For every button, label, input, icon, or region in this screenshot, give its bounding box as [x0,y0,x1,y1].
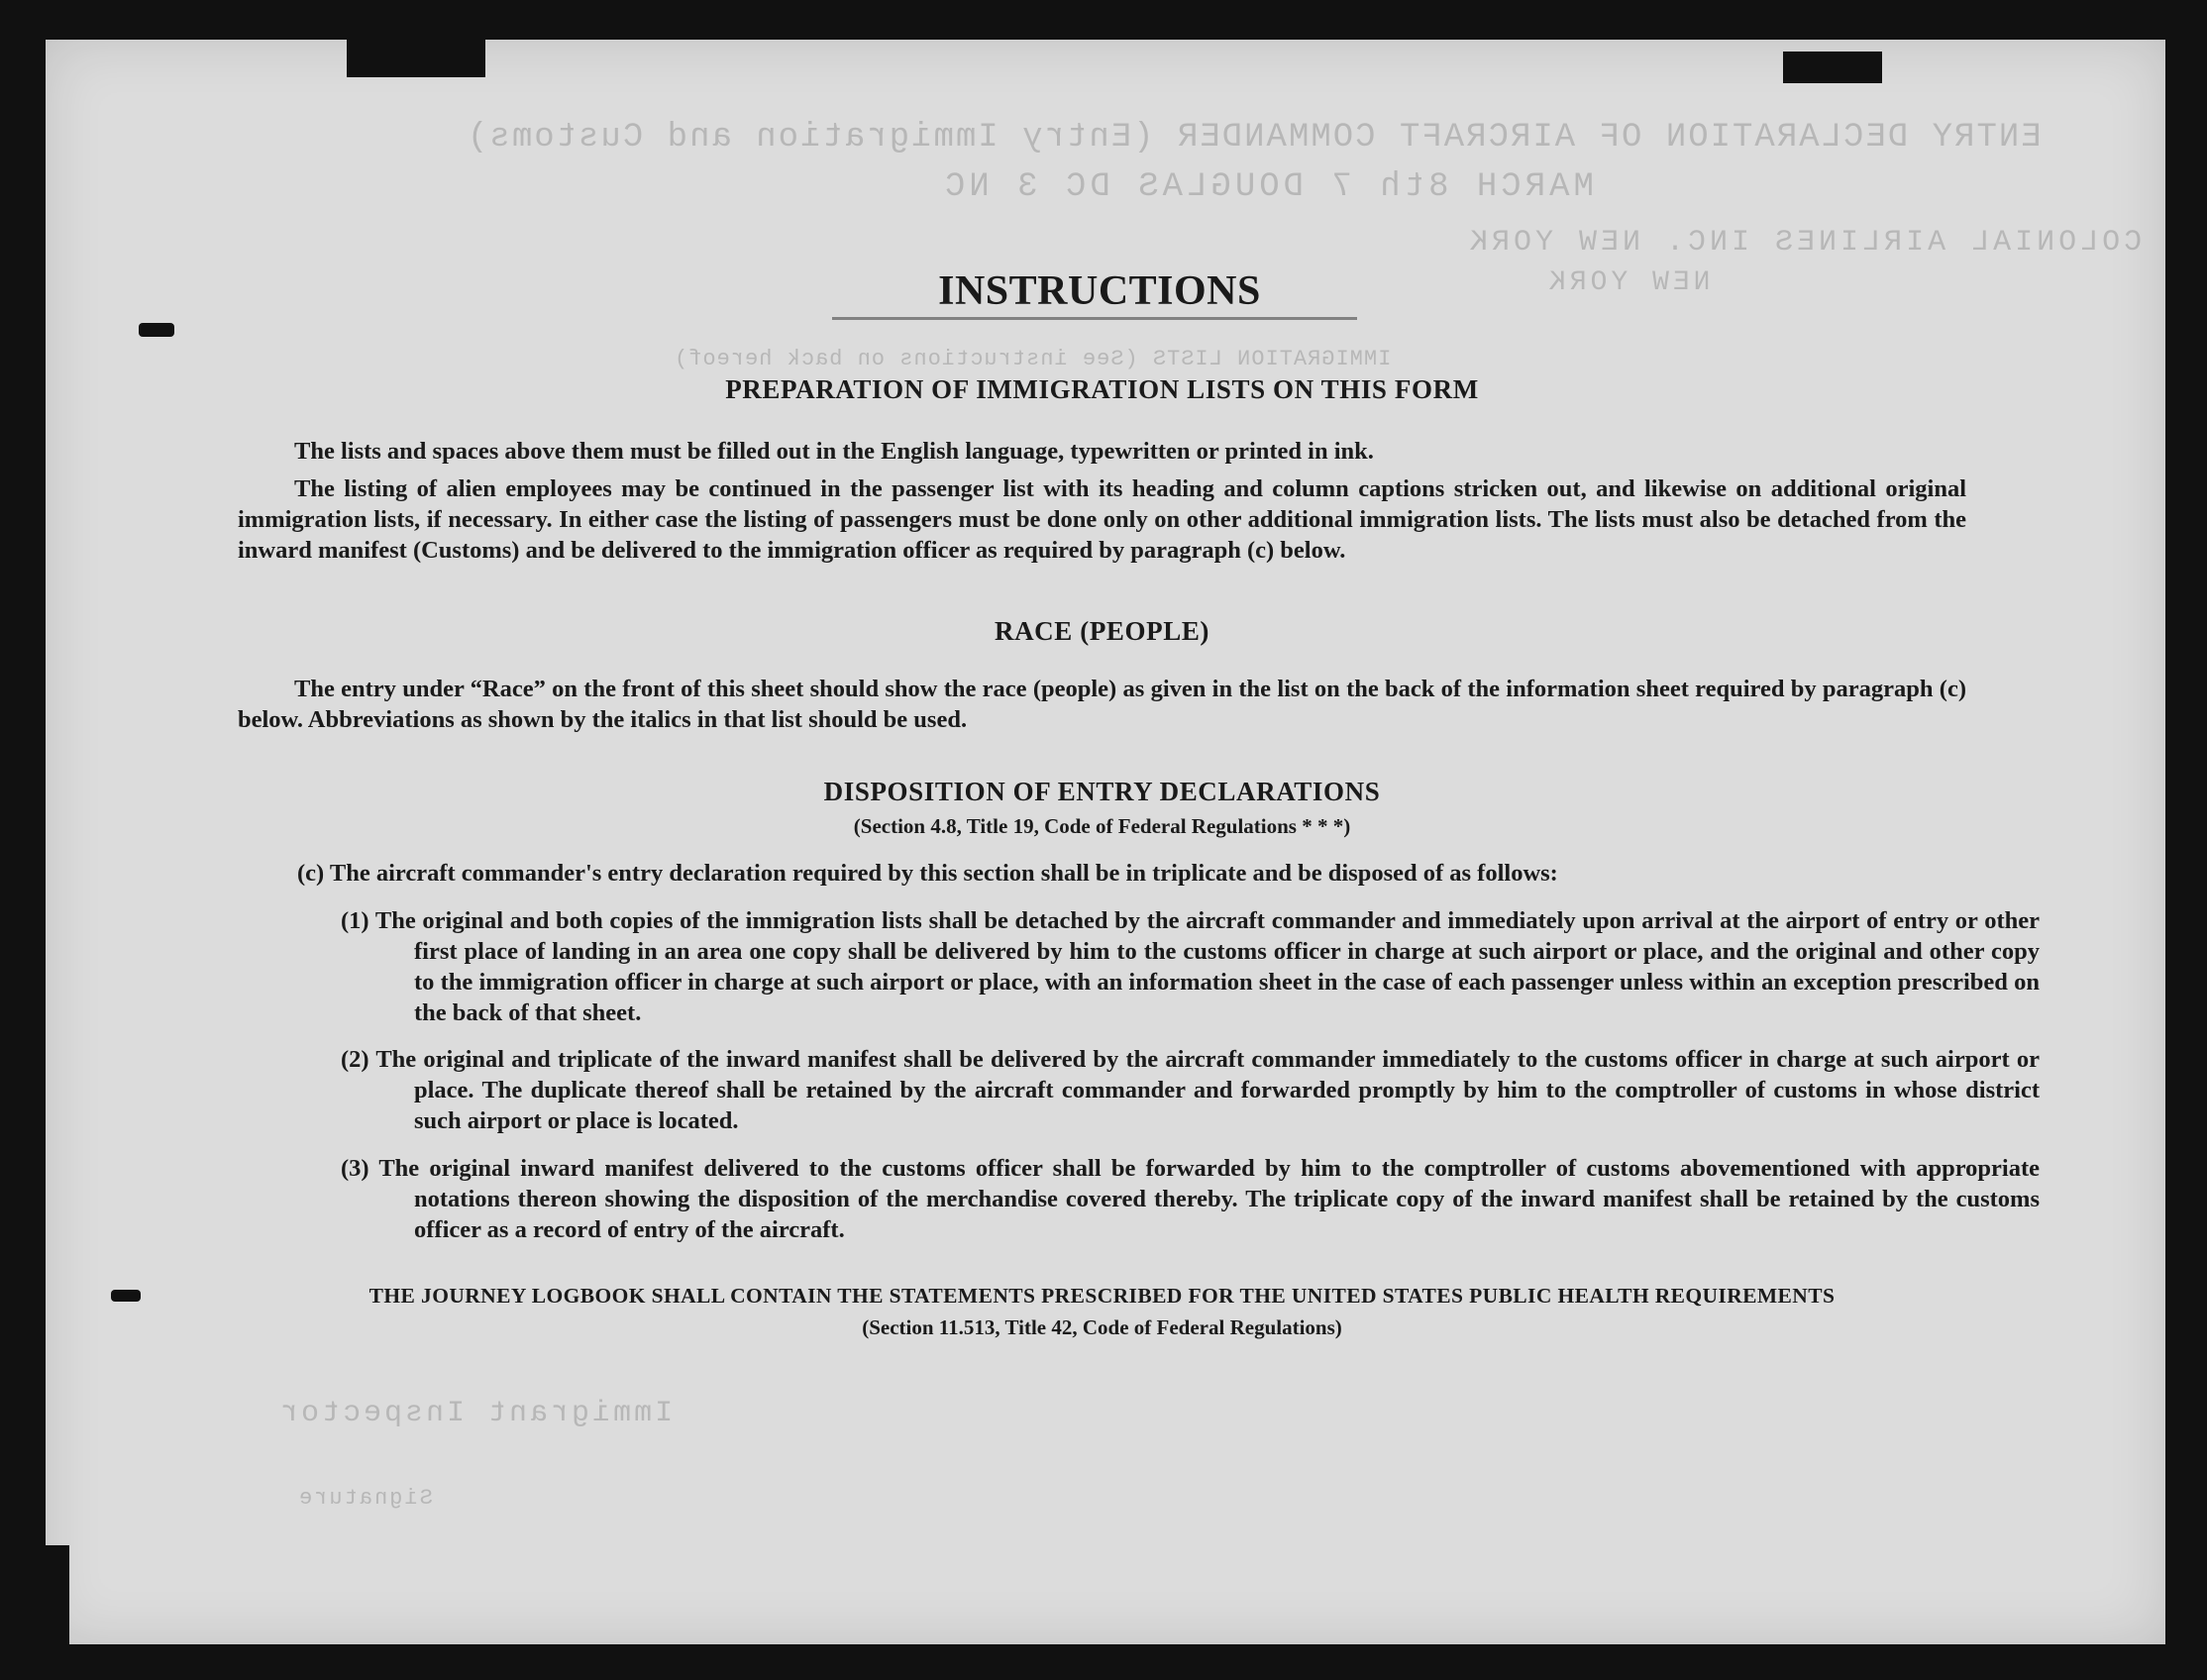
paragraph-triplicate-intro: (c) The aircraft commander's entry declaration required by this section shall be in triplicate and be disposed of as follows: [297,860,1558,887]
page-title: INSTRUCTIONS [938,268,1261,314]
bleed-through-city: NEW YORK [1545,267,1711,298]
list-item-2: (2) The original and triplicate of the inward manifest shall be delivered by the aircraft commander immediately to the customs officer in charge at such airport or place. The duplicate thereof shall be retained by the aircraft commander and forwarded promptly by him to the comptroller of customs in whose district such airport or place is located. [341,1046,2040,1134]
list-item-1: (1) The original and both copies of the immigration lists shall be detached by the aircraft commander and immediately upon arrival at the airport of entry or other first place of landing in an area one copy shall be delivered by him to the customs officer in charge at such airport or place, and the original and other copy to the immigration officer in charge at such airport or place, with an information sheet in the case of each passenger unless within an exception prescribed on the back of that sheet. [341,907,2040,1026]
bleed-through-company: COLONIAL AIRLINES INC. NEW YORK [1466,226,2143,260]
section-heading-preparation: PREPARATION OF IMMIGRATION LISTS ON THIS FORM [725,374,1479,404]
footer-public-health-notice: THE JOURNEY LOGBOOK SHALL CONTAIN THE STATEMENTS PRESCRIBED FOR THE UNITED STATES PUBLIC HEALTH REQUIREMENTS [368,1284,1836,1308]
section-subheading-disposition: (Section 4.8, Title 19, Code of Federal Regulations * * *) [853,814,1351,838]
bleed-through-date-line: MARCH 8th 7 DOUGLAS DC 3 NC [941,168,1594,206]
section-heading-disposition: DISPOSITION OF ENTRY DECLARATIONS [823,777,1381,806]
title-underline-bleed [832,317,1357,320]
paragraph-race-entry: The entry under “Race” on the front of this sheet should show the race (people) as given in the list on the back of the information sheet required by paragraph (c) below. Abbreviations as shown by the italics in that list should be used. [238,676,1966,733]
section-heading-race: RACE (PEOPLE) [994,616,1210,646]
bleed-through-signature: Signature [297,1486,433,1511]
bleed-through-lists-caption: IMMIGRATION LISTS (See instructions on back hereof) [674,347,1392,371]
footer-regulation-citation: (Section 11.513, Title 42, Code of Federal Regulations) [862,1315,1342,1339]
bleed-through-heading: ENTRY DECLARATION OF AIRCRAFT COMMANDER (Entry Immigration and Customs) [466,119,2042,157]
list-item-3: (3) The original inward manifest delivered to the customs officer shall be forwarded by him to the comptroller of customs abovementioned with appropriate notations thereon showing the disposition of the merchandise covered thereby. The triplicate copy of the inward manifest shall be retained by the customs officer as a record of entry of the aircraft. [341,1155,2040,1243]
paragraph-alien-employees: The listing of alien employees may be continued in the passenger list with its heading and column captions stricken out, and likewise on additional original immigration lists, if necessary. In either case the listing of passengers must be done only on other additional immigration lists. The lists must also be detached from the inward manifest (Customs) and be delivered to the immigration officer as required by paragraph (c) below. [238,475,1966,564]
paragraph-english-language: The lists and spaces above them must be filled out in the English language, typewritten or printed in ink. [294,438,1374,465]
bleed-through-inspector: Immigrant Inspector [277,1397,674,1430]
